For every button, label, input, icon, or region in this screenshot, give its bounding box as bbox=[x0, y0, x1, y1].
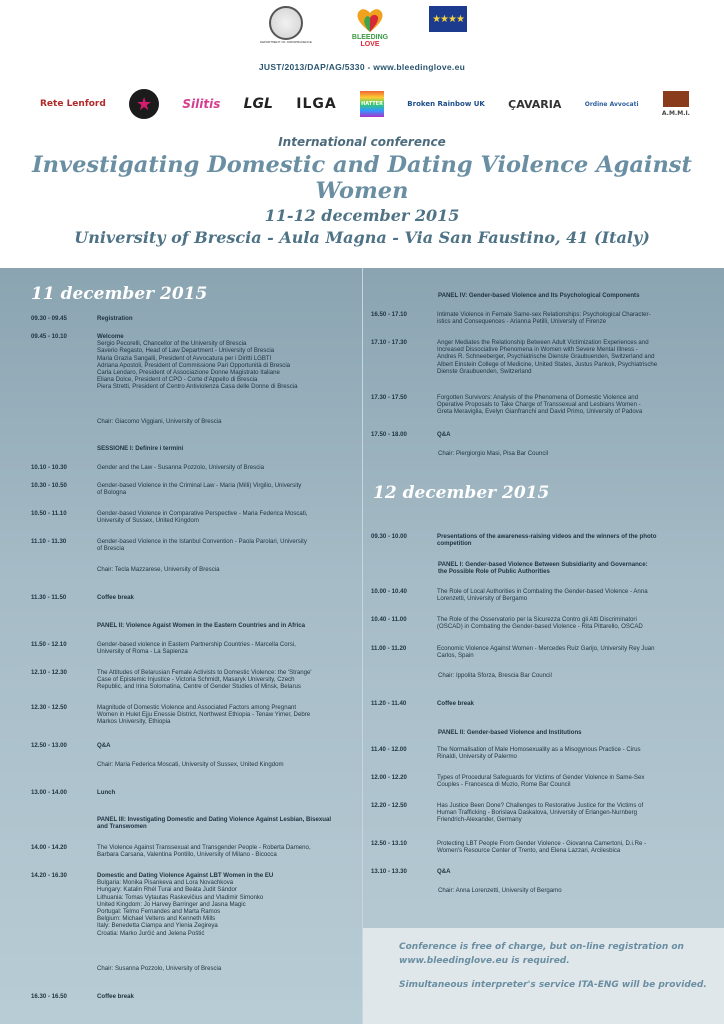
item-text bbox=[97, 641, 296, 655]
agenda-item bbox=[31, 482, 301, 496]
panel-title-line: the Possible Role of Public Authorities bbox=[438, 568, 550, 576]
love-logo-text: LOVE bbox=[360, 41, 380, 48]
agenda-item bbox=[31, 844, 311, 858]
conference-venue: University of Brescia - Aula Magna - Via San Faustino, 41 (Italy) bbox=[74, 228, 650, 247]
item-time: 12.30 - 12.50 bbox=[31, 704, 67, 711]
panel-title bbox=[97, 816, 331, 830]
panel-title-line: PANEL I: Gender-based Violence Between Subsidiarity and Governance: bbox=[438, 561, 648, 568]
item-line: United Kingdom: Jo Harvey Barringer and Jasna Magic bbox=[97, 900, 246, 908]
item-text: Coffee break bbox=[97, 594, 134, 601]
item-line: Italy: Benedetta Ciampa and Ylenia Zegireya bbox=[97, 922, 218, 930]
item-time: 17.50 - 18.00 bbox=[371, 431, 407, 438]
info-line-1: Conference is free of charge, but on-line registration on bbox=[399, 942, 684, 952]
item-text bbox=[437, 774, 644, 788]
bleeding-love-logo bbox=[342, 6, 398, 58]
item-text bbox=[97, 510, 308, 524]
panel-title bbox=[438, 561, 648, 575]
conference-title: Investigating Domestic and Dating Violence Against Women bbox=[32, 152, 692, 204]
chair-line: Chair: Ippolita Sforza, Brescia Bar Council bbox=[438, 672, 552, 679]
item-text bbox=[97, 844, 311, 858]
item-line: (OSCAD) in Combating the Gender-based Violence - Rita Pittarello, OSCAD bbox=[437, 623, 643, 631]
item-time: 12.50 - 13.00 bbox=[31, 742, 67, 749]
item-text bbox=[437, 802, 643, 824]
item-line: Bulgaria: Monika Pisankeva and Lora Novachkova bbox=[97, 879, 234, 887]
chair-line: Chair: Tecla Mazzarese, University of Brescia bbox=[97, 566, 220, 573]
item-line: Croatia: Marko Jurčić and Jelena Poštić bbox=[97, 929, 205, 937]
item-text bbox=[97, 669, 312, 691]
ammi-logo bbox=[662, 91, 690, 118]
agenda-item bbox=[31, 789, 115, 796]
item-text bbox=[97, 872, 273, 937]
agenda-item bbox=[371, 700, 474, 707]
agenda-item bbox=[31, 464, 264, 471]
item-line: Operative Proposals to Take Charge of Transsexual and Lesbians Women - bbox=[437, 401, 641, 409]
item-text bbox=[437, 840, 646, 854]
item-text: Coffee break bbox=[437, 700, 474, 707]
speaker: Sergio Pecorelli, Chancellor of the University of Brescia bbox=[97, 340, 247, 348]
welcome-block bbox=[97, 333, 298, 391]
item-line: Protecting LBT People From Gender Violence - Giovanna Camertoni, D.i.Re - bbox=[437, 840, 647, 847]
item-time: 12.10 - 12.30 bbox=[31, 669, 67, 676]
item-line: Q&A bbox=[437, 868, 451, 875]
item-line: Women's Resource Center of Trento, and Elena Lazzari, Arcilesbica bbox=[437, 847, 621, 855]
item-line: Intimate Violence in Female Same-sex Relationships: Psychological Character- bbox=[437, 311, 651, 318]
item-line: Couples - Francesca di Muzio, Rome Bar Council bbox=[437, 781, 571, 789]
item-line: Domestic and Dating Violence Against LBT Women in the EU bbox=[97, 872, 274, 879]
agenda-item bbox=[371, 774, 644, 788]
speaker: Eliana Dolce, President of CPO - Corte d'Appello di Brescia bbox=[97, 376, 258, 384]
cavaria-logo: ÇAVARIA bbox=[508, 97, 562, 111]
item-time: 16.50 - 17.10 bbox=[371, 311, 407, 318]
heart-icon bbox=[355, 6, 385, 34]
star-circle-logo: ★ bbox=[129, 89, 159, 119]
agenda-item bbox=[31, 594, 134, 601]
rete-lenford-logo: Rete Lenford bbox=[40, 98, 106, 109]
item-time: 11.20 - 11.40 bbox=[371, 700, 407, 707]
item-text bbox=[437, 746, 641, 760]
item-line: Portugal: Telmo Fernandes and Marta Ramos bbox=[97, 908, 221, 916]
item-time: 10.00 - 10.40 bbox=[371, 588, 407, 595]
item-time: 12.00 - 12.20 bbox=[371, 774, 407, 781]
item-line: Gender-based Violence in Comparative Perspective - Maria Federica Moscati, bbox=[97, 510, 308, 517]
program-panel bbox=[0, 268, 724, 1024]
item-line: Types of Procedural Safeguards for Victims of Gender Violence in Same-Sex bbox=[437, 774, 645, 781]
chair-line: Chair: Giacomo Viggiani, University of Brescia bbox=[97, 418, 222, 425]
item-line: Rinaldi, University of Palermo bbox=[437, 753, 517, 761]
agenda-item bbox=[371, 588, 648, 602]
item-line: Gender-based violence in Eastern Partnership Countries - Marcella Corsi, bbox=[97, 641, 296, 648]
item-line: Case of Epistemic Injustice - Victoria Schmidt, Masaryk University, Czech bbox=[97, 676, 295, 684]
item-time: 13.10 - 13.30 bbox=[371, 868, 407, 875]
program-column-right bbox=[362, 268, 724, 1024]
item-time: 11.10 - 11.30 bbox=[31, 538, 67, 545]
partner-logos bbox=[40, 84, 690, 124]
item-line: Gender and the Law - Susanna Pozzolo, University of Brescia bbox=[97, 464, 264, 471]
agenda-item bbox=[31, 872, 273, 937]
agenda-item bbox=[31, 669, 312, 691]
item-text bbox=[437, 868, 451, 875]
speaker: Carla Lendaro, President of Associazione Donne Magistrato Italiane bbox=[97, 369, 280, 377]
lgl-logo: LGL bbox=[243, 95, 273, 112]
item-line: Increased Dissociative Phenomena in Women with Severe Mental Illness - bbox=[437, 346, 638, 354]
item-text: Registration bbox=[97, 315, 133, 322]
speaker: Piera Stretti, President of Centro Antiviolenza Casa delle Donne di Brescia bbox=[97, 383, 298, 391]
item-line: Q&A bbox=[97, 742, 111, 749]
item-text bbox=[437, 431, 451, 438]
panel-title-line: and Transwomen bbox=[97, 823, 147, 831]
item-line: Lithuania: Tomas Vytautas Raskevičius and Vladimir Simonko bbox=[97, 893, 264, 901]
item-text bbox=[437, 394, 642, 416]
item-line: Q&A bbox=[437, 431, 451, 438]
item-line: Hungary: Katalin Rhél Turai and Beáta Judit Sándor bbox=[97, 886, 237, 894]
item-line: istics and Consequences - Arianna Petilli, University of Firenze bbox=[437, 318, 607, 326]
item-line: University of Sussex, United Kingdom bbox=[97, 517, 199, 525]
item-text bbox=[437, 533, 656, 547]
item-line: Albert Einstein College of Medicine, United States, Justus Pankok, Psychiatrische bbox=[437, 360, 658, 368]
item-line: Forgotten Survivors: Analysis of the Phenomena of Domestic Violence and bbox=[437, 394, 639, 401]
agenda-item bbox=[371, 746, 641, 760]
agenda-item bbox=[31, 993, 134, 1000]
item-line: of Bologna bbox=[97, 489, 127, 497]
item-time: 12.20 - 12.50 bbox=[371, 802, 407, 809]
chair-line: Chair: Maria Federica Moscati, University of Sussex, United Kingdom bbox=[97, 761, 284, 768]
item-line: Women in Hulet Ejju Enessie District, Northwest Ethiopia - Tenaw Yimer, Debre bbox=[97, 711, 311, 719]
agenda-item bbox=[31, 742, 111, 749]
item-line: Economic Violence Against Women - Mercedes Ruiz Garijo, University Rey Juan bbox=[437, 645, 655, 652]
item-line: Anger Mediates the Relationship Between Adult Victimization Experiences and bbox=[437, 339, 649, 346]
info-line-2: www.bleedinglove.eu is required. bbox=[399, 956, 570, 966]
day2-title: 12 december 2015 bbox=[373, 483, 550, 503]
item-time: 11.40 - 12.00 bbox=[371, 746, 407, 753]
item-text bbox=[437, 645, 655, 659]
silitis-logo: Silitis bbox=[182, 96, 221, 111]
chair-line: Chair: Susanna Pozzolo, University of Brescia bbox=[97, 965, 222, 972]
item-time: 10.50 - 11.10 bbox=[31, 510, 67, 517]
panel-title: PANEL IV: Gender-based Violence and Its Psychological Components bbox=[438, 292, 640, 299]
item-line: The Role of the Osservatorio per la Sicurezza Contro gli Atti Discriminatori bbox=[437, 616, 637, 623]
panel-title: PANEL II: Gender-based Violence and Institutions bbox=[438, 729, 582, 736]
item-line: Barbara Carsana, Valentina Pontillo, University of Milano - Bicocca bbox=[97, 851, 277, 859]
ordine-avvocati-logo: Ordine Avvocati bbox=[584, 100, 639, 108]
agenda-item bbox=[371, 533, 656, 547]
item-line: Gender-based Violence in the Istanbul Convention - Paola Parolari, University bbox=[97, 538, 307, 545]
item-line: Friendrich-Alexander, Germany bbox=[437, 816, 522, 824]
program-column-left bbox=[0, 268, 362, 1024]
item-text bbox=[437, 311, 651, 325]
item-text bbox=[97, 742, 111, 749]
item-time: 09.45 - 10.10 bbox=[31, 333, 67, 340]
item-line: Lorenzetti, University of Bergamo bbox=[437, 595, 528, 603]
item-text bbox=[437, 339, 657, 375]
item-time: 17.30 - 17.50 bbox=[371, 394, 407, 401]
item-line: The Violence Against Transsexual and Transgender People - Roberta Dameno, bbox=[97, 844, 311, 851]
item-line: Greta Meraviglia, Evelyn Gianfranchi and David Primo, University of Padova bbox=[437, 408, 643, 416]
agenda-item bbox=[371, 311, 651, 325]
item-line: The Attitudes of Belarusian Female Activists to Domestic Violence: the 'Strange' bbox=[97, 669, 312, 676]
speaker: Adriana Apostoli, President of Commissione Pari Opportunità di Brescia bbox=[97, 361, 291, 369]
item-time: 14.00 - 14.20 bbox=[31, 844, 67, 851]
item-line: competition bbox=[437, 540, 472, 548]
item-time: 12.50 - 13.10 bbox=[371, 840, 407, 847]
chair-line: Chair: Piergiorgio Masi, Pisa Bar Council bbox=[438, 450, 549, 457]
item-line: Carlos, Spain bbox=[437, 652, 474, 660]
unibs-caption: DEPARTMENT OF JURISPRUDENCE bbox=[260, 40, 312, 44]
agenda-item bbox=[371, 645, 655, 659]
conference-header bbox=[0, 0, 724, 268]
item-line: Presentations of the awareness-raising videos and the winners of the photo bbox=[437, 533, 657, 540]
session-title: SESSIONE I: Definire i termini bbox=[97, 445, 184, 452]
item-time: 13.00 - 14.00 bbox=[31, 789, 67, 796]
item-text bbox=[437, 588, 648, 602]
agenda-item bbox=[371, 339, 657, 375]
item-text bbox=[437, 616, 643, 630]
item-line: Has Justice Been Done? Challenges to Restorative Justice for the Victims of bbox=[437, 802, 644, 809]
item-line: The Normalisation of Male Homosexuality as a Misogynous Practice - Cirus bbox=[437, 746, 641, 753]
item-time: 10.30 - 10.50 bbox=[31, 482, 67, 489]
seal-icon bbox=[269, 6, 303, 40]
agenda-item bbox=[31, 315, 133, 322]
agenda-item-welcome bbox=[31, 333, 298, 391]
item-line: of Brescia bbox=[97, 545, 125, 553]
ammi-logo-text: A.M.M.I. bbox=[661, 109, 690, 117]
item-time: 14.20 - 16.30 bbox=[31, 872, 67, 879]
item-line: Magnitude of Domestic Violence and Associated Factors among Pregnant bbox=[97, 704, 297, 711]
item-line: Dienste Graubuenden, Switzerland bbox=[437, 367, 532, 375]
bleeding-logo-text: BLEEDING bbox=[351, 34, 389, 41]
day1-title: 11 december 2015 bbox=[31, 284, 208, 304]
ilga-logo: ILGA bbox=[296, 95, 337, 112]
info-line-3: Simultaneous interpreter's service ITA-ENG will be provided. bbox=[399, 980, 707, 990]
item-line: Belgium: Michael Veltens and Kenneth Mills bbox=[97, 915, 216, 923]
item-line: The Role of Local Authorities in Combating the Gender-based Violence - Anna bbox=[437, 588, 648, 595]
speaker: Maria Grazia Sangalli, President of Avvocatura per i Diritti LGBTI bbox=[97, 354, 272, 362]
panel-title: PANEL II: Violence Agaist Women in the Eastern Countries and in Africa bbox=[97, 622, 306, 629]
item-text: Coffee break bbox=[97, 993, 134, 1000]
item-time: 17.10 - 17.30 bbox=[371, 339, 407, 346]
item-time: 09.30 - 10.00 bbox=[371, 533, 407, 540]
hatter-logo: HATTER bbox=[360, 91, 384, 117]
broken-rainbow-logo: Broken Rainbow UK bbox=[407, 99, 485, 108]
conference-dates: 11-12 december 2015 bbox=[264, 206, 460, 225]
agenda-item bbox=[371, 840, 646, 854]
item-line: University of Roma - La Sapienza bbox=[97, 648, 188, 656]
item-line: Human Trafficking - Borislava Daskalova, University of Erlangen-Nurnberg bbox=[437, 809, 638, 817]
university-seal-logo bbox=[258, 6, 314, 58]
agenda-item bbox=[31, 510, 308, 524]
item-time: 10.10 - 10.30 bbox=[31, 464, 67, 471]
item-line: Andres R. Schneeberger, Psychiatrische Dienste Graubuenden, Switzerland and bbox=[437, 353, 655, 361]
item-time: 16.30 - 16.50 bbox=[31, 993, 67, 1000]
agenda-item bbox=[371, 394, 642, 416]
item-line: Gender-based Violence in the Criminal Law - Maria (Milli) Virgilio, University bbox=[97, 482, 302, 489]
item-time: 10.40 - 11.00 bbox=[371, 616, 407, 623]
item-text bbox=[97, 464, 264, 471]
agenda-item bbox=[31, 538, 307, 552]
item-line: Markos University, Ethiopia bbox=[97, 718, 171, 726]
item-time: 11.00 - 11.20 bbox=[371, 645, 407, 652]
chair-line: Chair: Anna Lorenzetti, University of Bergamo bbox=[438, 887, 562, 894]
agenda-item bbox=[31, 641, 296, 655]
speaker: Saverio Regasto, Head of Law Department - University of Brescia bbox=[97, 347, 275, 355]
eu-stars-icon: ★★★★ bbox=[429, 6, 467, 32]
eu-flag-logo bbox=[420, 6, 476, 58]
agenda-item bbox=[371, 802, 643, 824]
panel-title-line: PANEL III: Investigating Domestic and Dating Violence Against Lesbian, Bisexual bbox=[97, 816, 332, 823]
item-text bbox=[97, 704, 310, 726]
item-line: Republic, and Irina Solomatina, Centre of Gender Studies of Minsk, Belarus bbox=[97, 683, 301, 691]
agenda-item bbox=[371, 431, 451, 438]
agenda-item bbox=[371, 616, 643, 630]
item-time: 11.30 - 11.50 bbox=[31, 594, 67, 601]
item-text: Welcome bbox=[97, 333, 124, 340]
item-time: 09.30 - 09.45 bbox=[31, 315, 67, 322]
item-text bbox=[97, 482, 301, 496]
agenda-item bbox=[31, 704, 310, 726]
item-time: 11.50 - 12.10 bbox=[31, 641, 67, 648]
agenda-item bbox=[371, 868, 451, 875]
registration-info-box bbox=[363, 928, 724, 1024]
conference-subtitle: International conference bbox=[278, 135, 446, 149]
item-text bbox=[97, 538, 307, 552]
item-text: Lunch bbox=[97, 789, 116, 796]
project-code: JUST/2013/DAP/AG/5330 - www.bleedinglove.eu bbox=[258, 62, 466, 72]
